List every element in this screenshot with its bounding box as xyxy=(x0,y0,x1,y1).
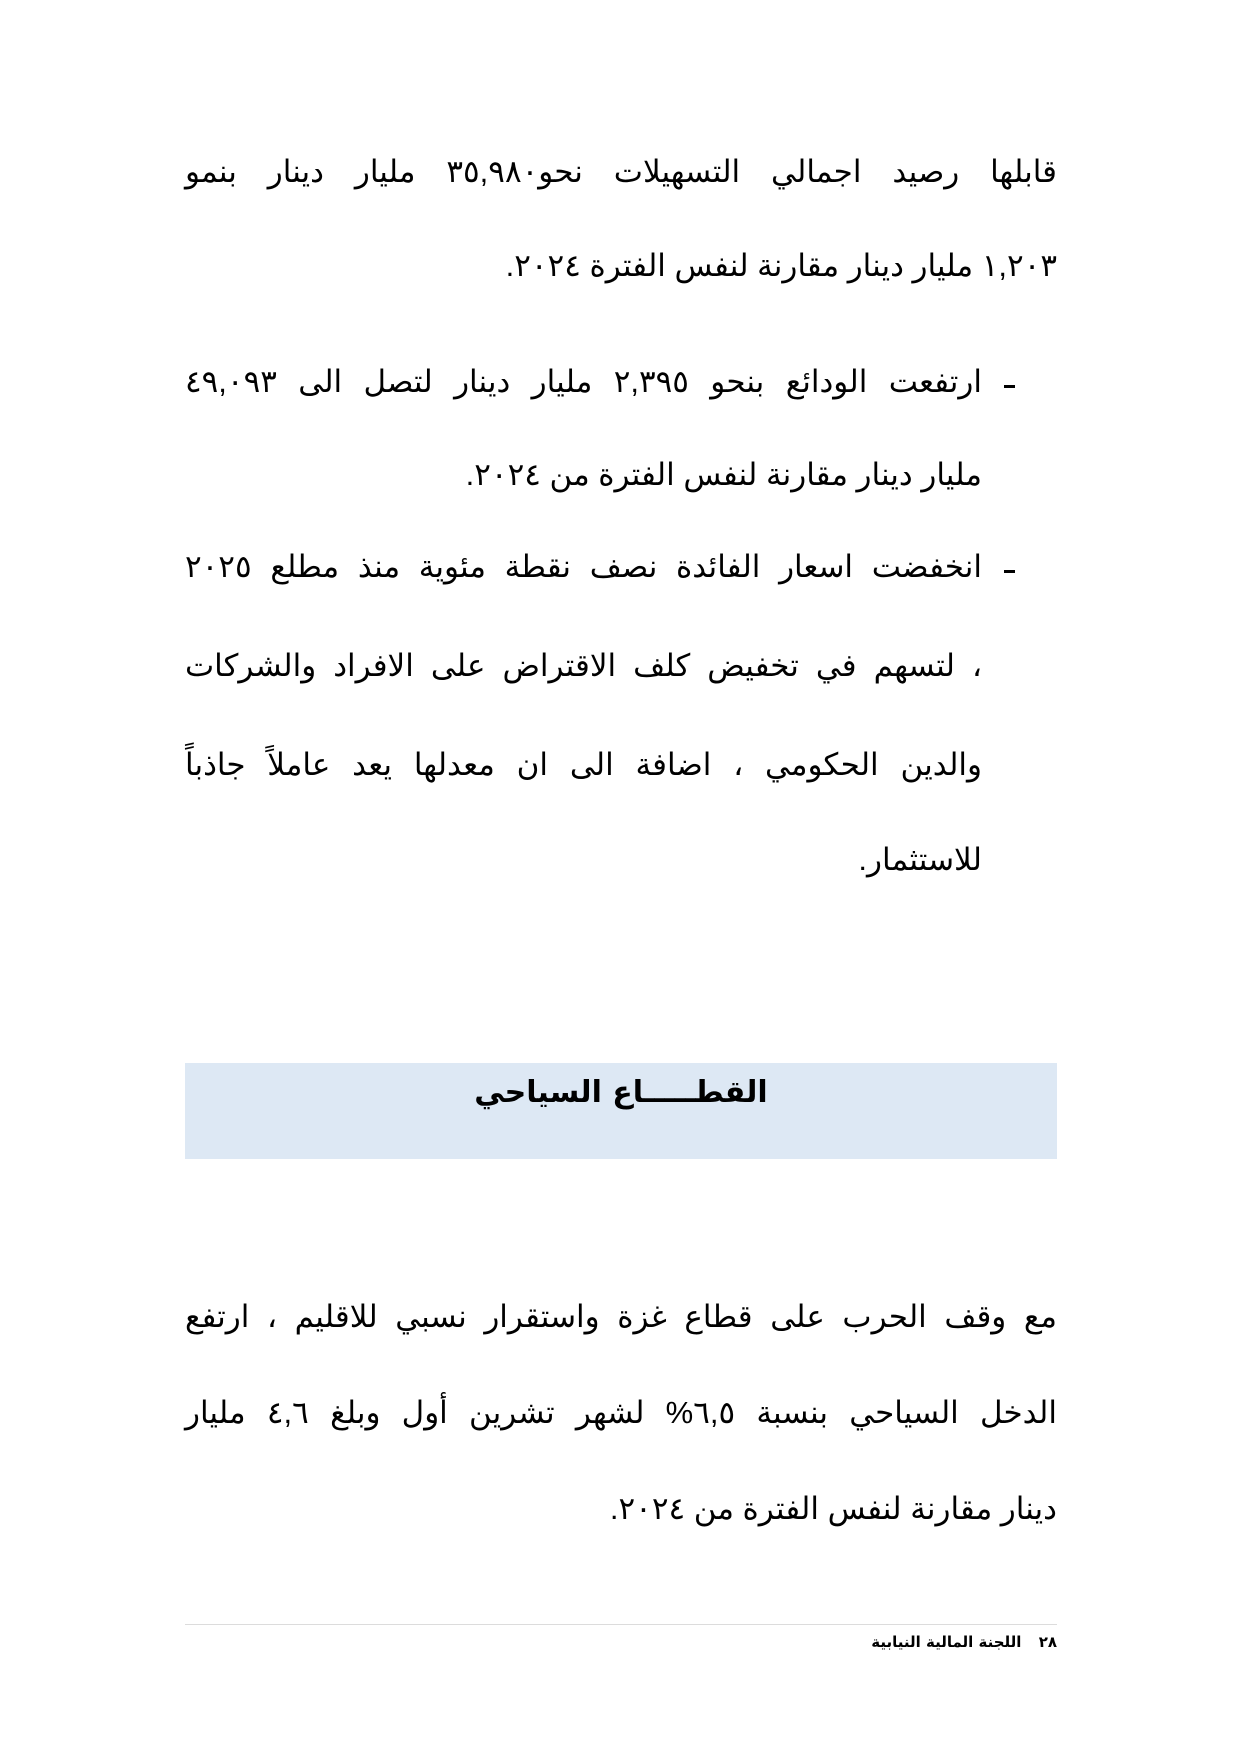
paragraph-line: مع وقف الحرب على قطاع غزة واستقرار نسبي للاقليم ، ارتفع xyxy=(185,1299,1057,1334)
bullet-line: ارتفعت الودائع بنحو ٢,٣٩٥ مليار دينار لتصل الى ٤٩,٠٩٣ xyxy=(185,364,982,399)
page-footer xyxy=(871,1630,1057,1654)
paragraph-line: ١,٢٠٣ مليار دينار مقارنة لنفس الفترة ٢٠٢٤. xyxy=(505,248,1057,283)
bullet-dash-icon xyxy=(1004,385,1015,388)
bullet-line: انخفضت اسعار الفائدة نصف نقطة مئوية منذ مطلع ٢٠٢٥ xyxy=(185,549,982,584)
bullet-dash-icon xyxy=(1004,570,1015,573)
bullet-line: للاستثمار. xyxy=(858,842,982,877)
page-number: ٢٨ xyxy=(1038,1633,1057,1651)
paragraph-line: قابلها رصيد اجمالي التسهيلات نحو٣٥,٩٨٠ مليار دينار بنمو xyxy=(185,154,1057,189)
footer-organization: اللجنة المالية النيابية xyxy=(871,1633,1022,1651)
footer-divider xyxy=(185,1624,1057,1625)
section-heading-title: القطـــــاع السياحي xyxy=(474,1075,768,1110)
bullet-line: ، لتسهم في تخفيض كلف الاقتراض على الافراد والشركات xyxy=(185,648,982,683)
bullet-line: مليار دينار مقارنة لنفس الفترة من ٢٠٢٤. xyxy=(465,457,982,492)
paragraph-line: الدخل السياحي بنسبة ٦,٥% لشهر تشرين أول وبلغ ٤,٦ مليار xyxy=(185,1395,1057,1430)
bullet-line: والدين الحكومي ، اضافة الى ان معدلها يعد عاملاً جاذباً xyxy=(185,747,982,782)
section-heading-box xyxy=(185,1063,1057,1159)
paragraph-line: دينار مقارنة لنفس الفترة من ٢٠٢٤. xyxy=(609,1491,1057,1526)
